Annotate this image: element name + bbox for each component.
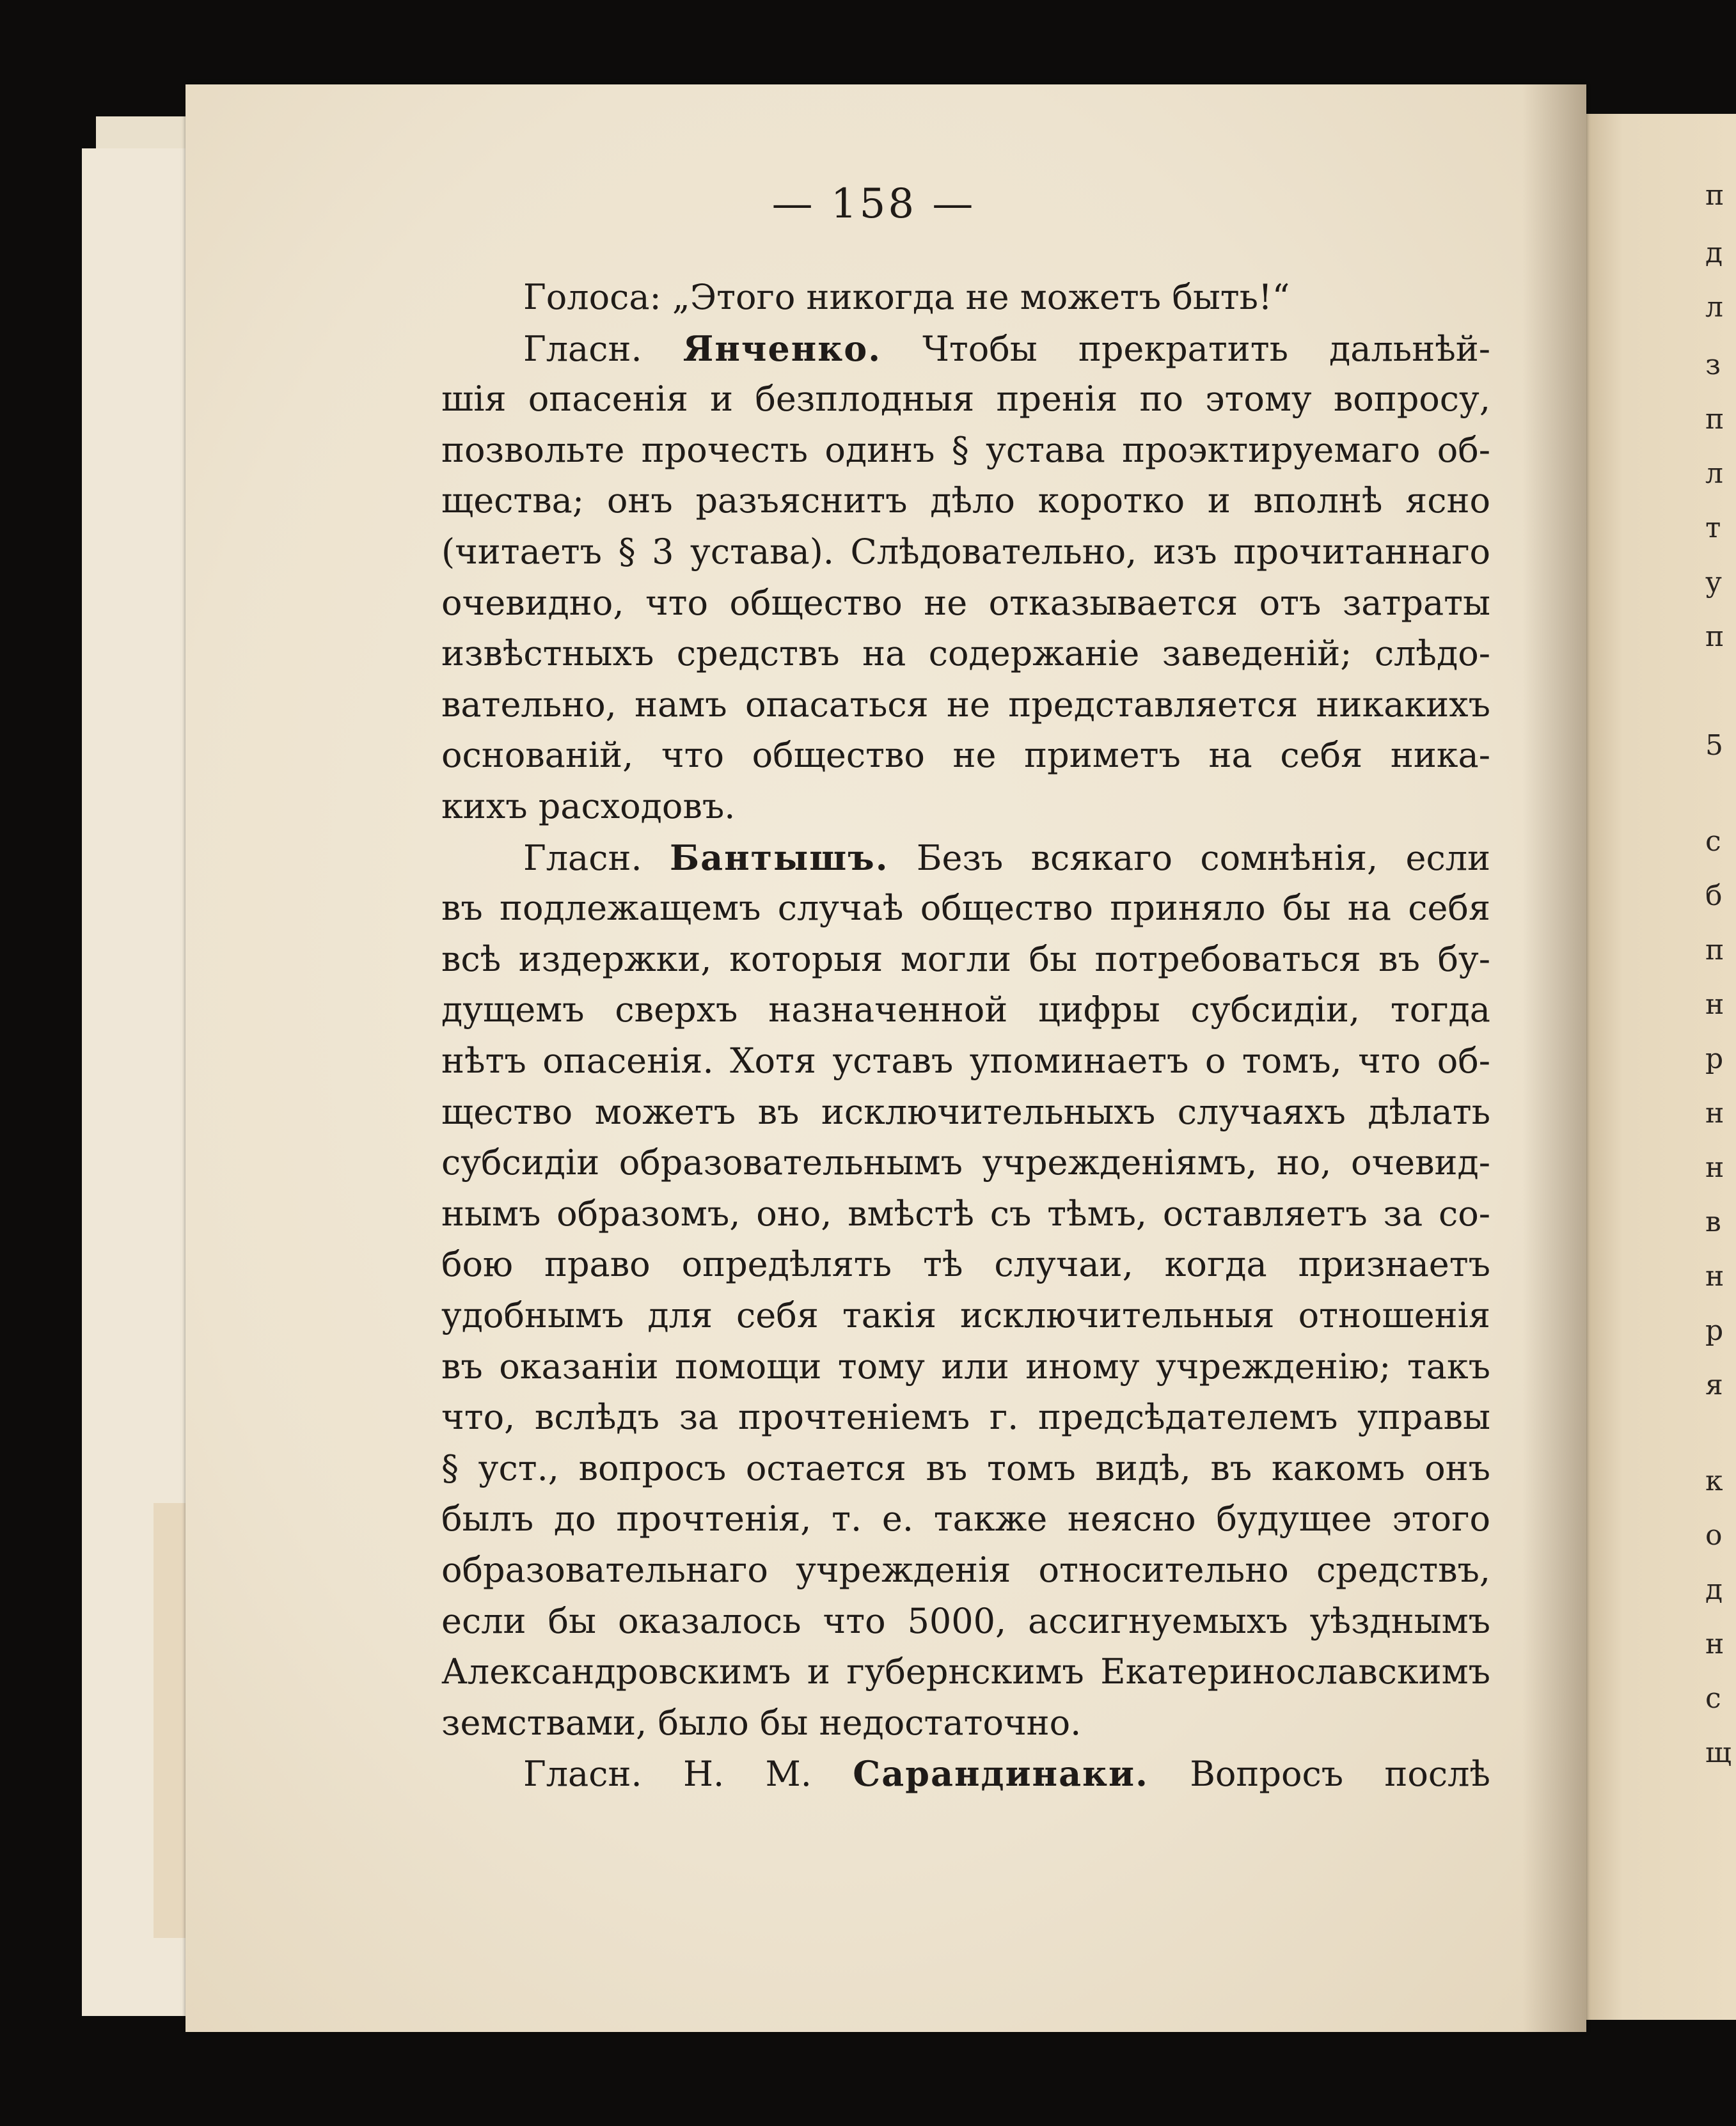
text-segment: шія опасенія и безплодныя пренія по этому вопросу, [441,379,1490,419]
text-line [441,1392,1490,1443]
text-segment: Гласн. Н. М. [523,1754,853,1794]
text-segment: что, вслѣдъ за прочтеніемъ г. предсѣдателемъ управы [441,1397,1490,1437]
text-line [441,1239,1490,1290]
text-segment: щества; онъ разъяснитъ дѣло коротко и вполнѣ ясно [441,480,1490,521]
right-page-fragment: р [1705,1314,1724,1347]
text-segment: извѣстныхъ средствъ на содержаніе заведеній; слѣдо- [441,633,1490,673]
text-segment: Гласн. [523,329,683,369]
text-segment: нѣтъ опасенія. Хотя уставъ упоминаетъ о томъ, что об- [441,1041,1490,1081]
text-line [441,526,1490,578]
text-line [441,578,1490,629]
text-segment: въ оказаніи помощи тому или иному учрежденію; такъ [441,1346,1490,1387]
right-page-fragment: н [1705,1628,1724,1660]
right-page-fragment: с [1705,1682,1721,1715]
right-page-fragment: т [1705,512,1721,544]
text-segment: щество можетъ въ исключительныхъ случаяхъ дѣлать [441,1092,1490,1132]
text-segment: кихъ расходовъ. [441,786,736,826]
text-segment: очевидно, что общество не отказывается отъ затраты [441,583,1490,623]
page-fold-shadow [1522,84,1586,2032]
right-page-fragment: п [1705,179,1724,212]
text-line [441,1545,1490,1596]
right-page-fragment: р [1705,1043,1724,1075]
right-page-fragment: щ [1705,1736,1732,1769]
text-line [441,984,1490,1035]
text-segment: земствами, было бы недостаточно. [441,1703,1082,1743]
text-line [441,883,1490,934]
page-number: — 158 — [771,180,976,228]
right-page-fragment: о [1705,1519,1723,1552]
text-segment: Вопросъ послѣ [1148,1754,1490,1794]
text-segment: Гласн. [523,838,670,878]
text-line [441,1596,1490,1647]
text-line [441,1493,1490,1545]
right-page-fragment: н [1705,1097,1724,1130]
right-page-fragment: б [1705,879,1723,912]
text-segment: бою право опредѣлять тѣ случаи, когда признаетъ [441,1244,1490,1284]
text-line [441,1087,1490,1138]
text-segment: вательно, намъ опасаться не представляется никакихъ [441,684,1490,725]
right-page-fragment: я [1705,1369,1723,1401]
text-segment: основаній, что общество не приметъ на себя ника- [441,735,1490,775]
text-line [441,475,1490,526]
text-segment: дущемъ сверхъ назначенной цифры субсидіи, тогда [441,989,1490,1030]
speaker-name: Янченко. [683,328,882,369]
text-line [441,1290,1490,1341]
text-segment: позвольте прочесть одинъ § устава проэктируемаго об- [441,430,1490,470]
text-segment: субсидіи образовательнымъ учрежденіямъ, но, очевид- [441,1142,1490,1183]
text-line [441,934,1490,985]
text-line [441,730,1490,781]
text-line [523,323,1490,375]
right-page-fragment: л [1705,291,1723,324]
right-page-fragment: к [1705,1465,1723,1497]
speaker-name: Бантышъ. [669,837,889,878]
right-page-fragment: п [1705,934,1724,966]
text-line [441,1035,1490,1087]
speaker-name: Сарандинаки. [853,1753,1149,1794]
text-segment: Чтобы прекратить дальнѣй- [881,329,1490,369]
text-line [441,1443,1490,1494]
right-page-fragment: л [1705,457,1723,490]
text-segment: нымъ образомъ, оно, вмѣстѣ съ тѣмъ, оставляетъ за со- [441,1193,1490,1234]
text-segment: образовательнаго учрежденія относительно средствъ, [441,1550,1490,1590]
text-line [441,1341,1490,1392]
text-line [441,1646,1490,1697]
right-page-fragment: с [1705,825,1721,858]
text-line [441,1697,1490,1749]
text-line [441,628,1490,679]
text-segment: былъ до прочтенія, т. е. также неясно будущее этого [441,1499,1490,1539]
text-segment: если бы оказалось что 5000, ассигнуемыхъ уѣзднымъ [441,1601,1490,1641]
right-page-fragment: н [1705,1151,1724,1184]
text-segment: удобнымъ для себя такія исключительныя отношенія [441,1295,1490,1335]
text-line [523,1748,1490,1800]
text-segment: въ подлежащемъ случаѣ общество приняло бы на себя [441,888,1490,928]
right-page-fragment: п [1705,620,1724,653]
right-page-fragment: п [1705,403,1724,436]
text-line [441,1188,1490,1240]
right-page [1585,114,1736,2020]
text-line [523,272,1490,323]
text-line [523,832,1490,884]
text-segment: Голоса: „Этого никогда не можетъ быть!“ [523,277,1290,317]
right-page-fragment: н [1705,1260,1724,1293]
right-page-fragment: д [1705,1573,1723,1606]
right-page-fragment: у [1705,566,1722,599]
right-page-fragment: з [1705,349,1721,381]
right-page-fragment: 5 [1705,729,1723,762]
text-line [441,374,1490,425]
right-page-fragment: д [1705,237,1723,269]
right-page-fragment: н [1705,988,1724,1021]
right-page-fragment: в [1705,1206,1721,1238]
text-line [441,781,1490,832]
text-segment: (читаетъ § 3 устава). Слѣдовательно, изъ прочитаннаго [441,532,1490,572]
text-line [441,1137,1490,1188]
text-line [441,425,1490,476]
text-segment: Безъ всякаго сомнѣнія, если [888,838,1490,878]
text-segment: всѣ издержки, которыя могли бы потребоваться въ бу- [441,939,1490,979]
text-segment: Александровскимъ и губернскимъ Екатеринославскимъ [441,1651,1490,1692]
text-segment: § уст., вопросъ остается въ томъ видѣ, въ какомъ онъ [441,1448,1490,1488]
text-line [441,679,1490,730]
